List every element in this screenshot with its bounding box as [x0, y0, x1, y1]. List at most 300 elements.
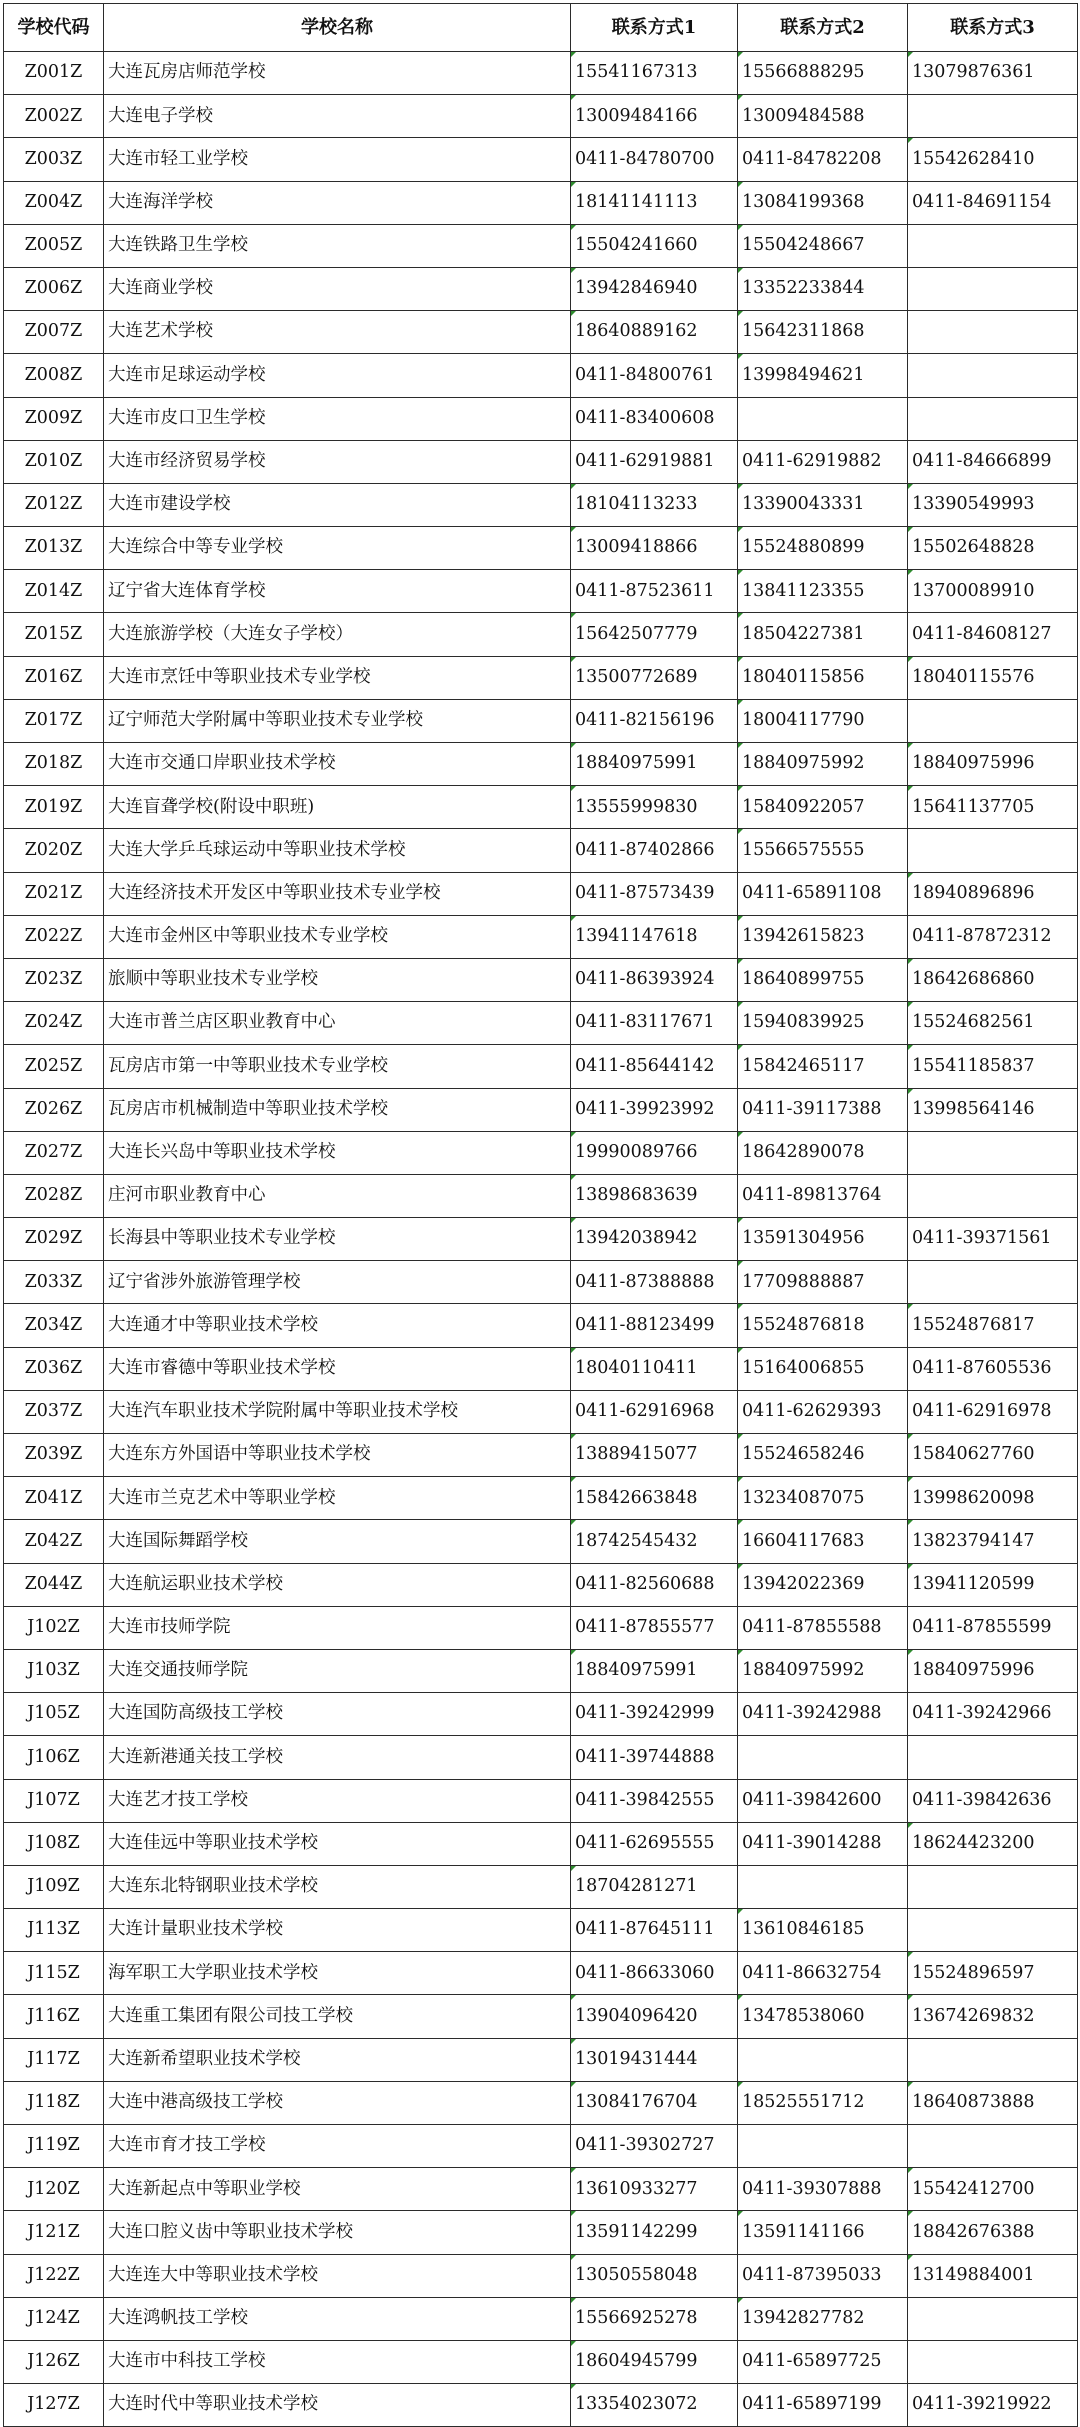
contact-1-cell: 18640889162 — [571, 311, 738, 354]
contact-2-cell: 16604117683 — [738, 1520, 908, 1563]
school-name-cell: 大连中港高级技工学校 — [104, 2081, 571, 2124]
school-name-cell: 海军职工大学职业技术学校 — [104, 1952, 571, 1995]
contact-2-cell: 0411-65897725 — [738, 2340, 908, 2383]
contact-2-cell: 18642890078 — [738, 1131, 908, 1174]
contact-2-cell: 13390043331 — [738, 483, 908, 526]
table-row — [4, 1045, 1078, 1088]
contact-1-cell: 0411-82560688 — [571, 1563, 738, 1606]
school-name-cell: 大连航运职业技术学校 — [104, 1563, 571, 1606]
table-row — [4, 1649, 1078, 1692]
contact-2-cell — [738, 1736, 908, 1779]
school-name-cell: 大连计量职业技术学校 — [104, 1909, 571, 1952]
contact-1-cell: 0411-84800761 — [571, 354, 738, 397]
contact-1-cell: 13889415077 — [571, 1434, 738, 1477]
contact-1-cell: 13898683639 — [571, 1174, 738, 1217]
contact-1-cell: 13050558048 — [571, 2254, 738, 2297]
school-code-cell: J119Z — [4, 2125, 104, 2168]
contact-3-cell — [908, 1261, 1078, 1304]
contact-3-cell — [908, 397, 1078, 440]
table-row — [4, 1434, 1078, 1477]
contact-2-cell: 0411-65891108 — [738, 872, 908, 915]
contact-2-cell: 13610846185 — [738, 1909, 908, 1952]
contact-2-cell: 0411-62919882 — [738, 440, 908, 483]
contact-1-cell: 13942038942 — [571, 1218, 738, 1261]
contact-1-cell: 18040110411 — [571, 1347, 738, 1390]
contact-1-cell: 0411-84780700 — [571, 138, 738, 181]
table-row — [4, 397, 1078, 440]
contact-1-cell: 15566925278 — [571, 2297, 738, 2340]
table-row — [4, 743, 1078, 786]
school-code-cell: Z014Z — [4, 570, 104, 613]
table-row — [4, 1218, 1078, 1261]
header-row — [4, 4, 1078, 52]
table-row — [4, 483, 1078, 526]
contact-3-cell: 0411-87605536 — [908, 1347, 1078, 1390]
contact-1-cell: 0411-86393924 — [571, 958, 738, 1001]
table-row — [4, 2125, 1078, 2168]
table-row — [4, 2211, 1078, 2254]
contact-2-cell — [738, 397, 908, 440]
school-name-cell: 大连综合中等专业学校 — [104, 527, 571, 570]
contact-3-cell: 18642686860 — [908, 958, 1078, 1001]
school-code-cell: J122Z — [4, 2254, 104, 2297]
contact-1-cell: 13942846940 — [571, 267, 738, 310]
contact-2-cell: 13009484588 — [738, 95, 908, 138]
school-name-cell: 大连盲聋学校(附设中职班) — [104, 786, 571, 829]
contact-3-cell — [908, 2297, 1078, 2340]
contact-2-cell: 15524880899 — [738, 527, 908, 570]
contact-2-cell: 15642311868 — [738, 311, 908, 354]
contact-3-cell — [908, 1174, 1078, 1217]
school-code-cell: Z018Z — [4, 743, 104, 786]
school-name-cell: 大连口腔义齿中等职业技术学校 — [104, 2211, 571, 2254]
contact-3-cell: 13998564146 — [908, 1088, 1078, 1131]
school-name-cell: 大连时代中等职业技术学校 — [104, 2384, 571, 2427]
school-name-cell: 大连东北特钢职业技术学校 — [104, 1865, 571, 1908]
contact-2-cell: 13352233844 — [738, 267, 908, 310]
school-name-cell: 大连铁路卫生学校 — [104, 224, 571, 267]
school-code-cell: J116Z — [4, 1995, 104, 2038]
table-row — [4, 527, 1078, 570]
contact-2-cell: 13234087075 — [738, 1477, 908, 1520]
contact-2-cell: 18004117790 — [738, 699, 908, 742]
contact-1-cell: 18840975991 — [571, 743, 738, 786]
contact-1-cell: 0411-62916968 — [571, 1390, 738, 1433]
school-name-cell: 大连新希望职业技术学校 — [104, 2038, 571, 2081]
header-contact-1: 联系方式1 — [571, 4, 738, 52]
school-name-cell: 大连国防高级技工学校 — [104, 1693, 571, 1736]
table-body — [4, 52, 1078, 2427]
table-row — [4, 311, 1078, 354]
school-name-cell: 大连电子学校 — [104, 95, 571, 138]
table-row — [4, 138, 1078, 181]
contact-3-cell: 15524682561 — [908, 1002, 1078, 1045]
table-row — [4, 699, 1078, 742]
table-row — [4, 1909, 1078, 1952]
school-name-cell: 大连海洋学校 — [104, 181, 571, 224]
contact-1-cell: 18704281271 — [571, 1865, 738, 1908]
school-name-cell: 大连佳远中等职业技术学校 — [104, 1822, 571, 1865]
school-code-cell: Z027Z — [4, 1131, 104, 1174]
contact-1-cell: 0411-88123499 — [571, 1304, 738, 1347]
contact-2-cell: 0411-84782208 — [738, 138, 908, 181]
contact-1-cell: 0411-86633060 — [571, 1952, 738, 1995]
contact-2-cell: 13591304956 — [738, 1218, 908, 1261]
header-contact-3: 联系方式3 — [908, 4, 1078, 52]
contact-3-cell: 0411-87855599 — [908, 1606, 1078, 1649]
school-code-cell: Z026Z — [4, 1088, 104, 1131]
table-row — [4, 95, 1078, 138]
contact-3-cell: 15524896597 — [908, 1952, 1078, 1995]
contact-1-cell: 13500772689 — [571, 656, 738, 699]
contact-3-cell — [908, 267, 1078, 310]
contact-1-cell: 15842663848 — [571, 1477, 738, 1520]
table-row — [4, 1131, 1078, 1174]
school-code-cell: Z034Z — [4, 1304, 104, 1347]
contact-2-cell: 18640899755 — [738, 958, 908, 1001]
contact-3-cell — [908, 311, 1078, 354]
contact-3-cell — [908, 2038, 1078, 2081]
contact-3-cell: 15542628410 — [908, 138, 1078, 181]
contact-3-cell: 15541185837 — [908, 1045, 1078, 1088]
contact-1-cell: 0411-87855577 — [571, 1606, 738, 1649]
school-code-cell: Z007Z — [4, 311, 104, 354]
school-code-cell: Z025Z — [4, 1045, 104, 1088]
school-code-cell: Z008Z — [4, 354, 104, 397]
school-name-cell: 大连市交通口岸职业技术学校 — [104, 743, 571, 786]
contact-2-cell: 0411-89813764 — [738, 1174, 908, 1217]
contact-2-cell: 0411-39307888 — [738, 2168, 908, 2211]
contact-3-cell — [908, 1736, 1078, 1779]
table-row — [4, 829, 1078, 872]
contact-1-cell: 0411-39923992 — [571, 1088, 738, 1131]
school-name-cell: 大连重工集团有限公司技工学校 — [104, 1995, 571, 2038]
school-code-cell: J105Z — [4, 1693, 104, 1736]
contact-2-cell: 0411-62629393 — [738, 1390, 908, 1433]
contact-1-cell: 0411-62695555 — [571, 1822, 738, 1865]
contact-2-cell: 0411-39842600 — [738, 1779, 908, 1822]
school-code-cell: Z021Z — [4, 872, 104, 915]
contact-3-cell — [908, 224, 1078, 267]
table-row — [4, 1347, 1078, 1390]
school-code-cell: J102Z — [4, 1606, 104, 1649]
contact-2-cell — [738, 2125, 908, 2168]
table-row — [4, 1995, 1078, 2038]
contact-2-cell: 15566888295 — [738, 52, 908, 95]
school-name-cell: 大连市建设学校 — [104, 483, 571, 526]
contact-2-cell: 13942022369 — [738, 1563, 908, 1606]
table-row — [4, 1606, 1078, 1649]
school-code-cell: J103Z — [4, 1649, 104, 1692]
school-code-cell: J106Z — [4, 1736, 104, 1779]
table-row — [4, 181, 1078, 224]
school-name-cell: 辽宁师范大学附属中等职业技术专业学校 — [104, 699, 571, 742]
contact-1-cell: 13354023072 — [571, 2384, 738, 2427]
school-code-cell: Z010Z — [4, 440, 104, 483]
school-name-cell: 瓦房店市第一中等职业技术专业学校 — [104, 1045, 571, 1088]
school-code-cell: Z012Z — [4, 483, 104, 526]
contact-1-cell: 13009484166 — [571, 95, 738, 138]
contact-1-cell: 0411-62919881 — [571, 440, 738, 483]
contact-1-cell: 15642507779 — [571, 613, 738, 656]
contact-3-cell: 15542412700 — [908, 2168, 1078, 2211]
table-row — [4, 1002, 1078, 1045]
contact-1-cell: 0411-83400608 — [571, 397, 738, 440]
contact-1-cell: 0411-39842555 — [571, 1779, 738, 1822]
contact-3-cell: 13998620098 — [908, 1477, 1078, 1520]
school-code-cell: Z020Z — [4, 829, 104, 872]
school-name-cell: 大连鸿帆技工学校 — [104, 2297, 571, 2340]
contact-1-cell: 15504241660 — [571, 224, 738, 267]
table-row — [4, 2340, 1078, 2383]
contact-3-cell: 0411-62916978 — [908, 1390, 1078, 1433]
school-name-cell: 大连交通技师学院 — [104, 1649, 571, 1692]
contact-1-cell: 0411-83117671 — [571, 1002, 738, 1045]
contact-2-cell: 0411-39117388 — [738, 1088, 908, 1131]
contact-3-cell: 18940896896 — [908, 872, 1078, 915]
contact-2-cell: 13942615823 — [738, 915, 908, 958]
contact-3-cell: 13390549993 — [908, 483, 1078, 526]
contact-1-cell: 19990089766 — [571, 1131, 738, 1174]
contact-1-cell: 13009418866 — [571, 527, 738, 570]
contact-2-cell: 0411-87395033 — [738, 2254, 908, 2297]
school-code-cell: Z028Z — [4, 1174, 104, 1217]
contact-3-cell: 15502648828 — [908, 527, 1078, 570]
contact-1-cell: 13591142299 — [571, 2211, 738, 2254]
table-row — [4, 1779, 1078, 1822]
contact-1-cell: 18742545432 — [571, 1520, 738, 1563]
table-row — [4, 2038, 1078, 2081]
contact-1-cell: 18840975991 — [571, 1649, 738, 1692]
contact-2-cell: 15504248667 — [738, 224, 908, 267]
contact-3-cell — [908, 1909, 1078, 1952]
school-code-cell: J118Z — [4, 2081, 104, 2124]
school-code-cell: J121Z — [4, 2211, 104, 2254]
school-name-cell: 大连旅游学校（大连女子学校） — [104, 613, 571, 656]
table-row — [4, 656, 1078, 699]
table-row — [4, 440, 1078, 483]
table-row — [4, 613, 1078, 656]
table-row — [4, 786, 1078, 829]
table-row — [4, 2081, 1078, 2124]
contact-2-cell: 18040115856 — [738, 656, 908, 699]
contact-3-cell: 18840975996 — [908, 743, 1078, 786]
contact-1-cell: 0411-87523611 — [571, 570, 738, 613]
contact-2-cell — [738, 1865, 908, 1908]
contact-1-cell: 0411-87402866 — [571, 829, 738, 872]
table-row — [4, 1304, 1078, 1347]
table-row — [4, 354, 1078, 397]
school-name-cell: 大连市皮口卫生学校 — [104, 397, 571, 440]
school-code-cell: J107Z — [4, 1779, 104, 1822]
school-name-cell: 大连市金州区中等职业技术专业学校 — [104, 915, 571, 958]
contact-2-cell: 13591141166 — [738, 2211, 908, 2254]
table-row — [4, 2254, 1078, 2297]
school-name-cell: 大连连大中等职业技术学校 — [104, 2254, 571, 2297]
table-row — [4, 2297, 1078, 2340]
contact-3-cell: 15524876817 — [908, 1304, 1078, 1347]
school-code-cell: Z041Z — [4, 1477, 104, 1520]
school-contact-table — [3, 3, 1078, 2427]
header-contact-2: 联系方式2 — [738, 4, 908, 52]
table-row — [4, 872, 1078, 915]
school-code-cell: Z029Z — [4, 1218, 104, 1261]
school-code-cell: Z019Z — [4, 786, 104, 829]
contact-3-cell: 18842676388 — [908, 2211, 1078, 2254]
contact-3-cell: 0411-39219922 — [908, 2384, 1078, 2427]
table-row — [4, 915, 1078, 958]
table-row — [4, 1261, 1078, 1304]
contact-2-cell: 15566575555 — [738, 829, 908, 872]
contact-2-cell: 15524876818 — [738, 1304, 908, 1347]
school-name-cell: 大连国际舞蹈学校 — [104, 1520, 571, 1563]
contact-1-cell: 13904096420 — [571, 1995, 738, 2038]
school-name-cell: 庄河市职业教育中心 — [104, 1174, 571, 1217]
school-name-cell: 大连市睿德中等职业技术学校 — [104, 1347, 571, 1390]
school-code-cell: J108Z — [4, 1822, 104, 1865]
header-school-name: 学校名称 — [104, 4, 571, 52]
contact-1-cell: 0411-39242999 — [571, 1693, 738, 1736]
contact-1-cell: 0411-82156196 — [571, 699, 738, 742]
school-name-cell: 大连市技师学院 — [104, 1606, 571, 1649]
contact-1-cell: 18104113233 — [571, 483, 738, 526]
school-name-cell: 大连市轻工业学校 — [104, 138, 571, 181]
school-name-cell: 大连市中科技工学校 — [104, 2340, 571, 2383]
school-name-cell: 大连市烹饪中等职业技术专业学校 — [104, 656, 571, 699]
school-code-cell: Z005Z — [4, 224, 104, 267]
contact-2-cell: 15940839925 — [738, 1002, 908, 1045]
table-row — [4, 1088, 1078, 1131]
contact-2-cell: 18840975992 — [738, 743, 908, 786]
school-name-cell: 大连市育才技工学校 — [104, 2125, 571, 2168]
contact-1-cell: 0411-85644142 — [571, 1045, 738, 1088]
school-code-cell: J127Z — [4, 2384, 104, 2427]
contact-3-cell: 15641137705 — [908, 786, 1078, 829]
contact-2-cell: 13942827782 — [738, 2297, 908, 2340]
contact-3-cell: 0411-39842636 — [908, 1779, 1078, 1822]
contact-1-cell: 0411-87573439 — [571, 872, 738, 915]
contact-3-cell — [908, 1131, 1078, 1174]
contact-3-cell — [908, 829, 1078, 872]
contact-2-cell: 0411-65897199 — [738, 2384, 908, 2427]
school-name-cell: 大连东方外国语中等职业技术学校 — [104, 1434, 571, 1477]
school-name-cell: 大连市足球运动学校 — [104, 354, 571, 397]
school-name-cell: 大连市兰克艺术中等职业学校 — [104, 1477, 571, 1520]
table-row — [4, 1563, 1078, 1606]
school-code-cell: Z022Z — [4, 915, 104, 958]
school-code-cell: Z016Z — [4, 656, 104, 699]
table-row — [4, 52, 1078, 95]
contact-3-cell: 13823794147 — [908, 1520, 1078, 1563]
contact-3-cell — [908, 354, 1078, 397]
contact-3-cell — [908, 2340, 1078, 2383]
school-name-cell: 长海县中等职业技术专业学校 — [104, 1218, 571, 1261]
contact-2-cell: 13841123355 — [738, 570, 908, 613]
contact-3-cell: 0411-87872312 — [908, 915, 1078, 958]
school-code-cell: J117Z — [4, 2038, 104, 2081]
contact-3-cell — [908, 1865, 1078, 1908]
contact-2-cell: 17709888887 — [738, 1261, 908, 1304]
school-code-cell: Z044Z — [4, 1563, 104, 1606]
table-row — [4, 1477, 1078, 1520]
school-name-cell: 大连新港通关技工学校 — [104, 1736, 571, 1779]
contact-2-cell: 18504227381 — [738, 613, 908, 656]
contact-1-cell: 18141141113 — [571, 181, 738, 224]
contact-2-cell: 15164006855 — [738, 1347, 908, 1390]
contact-2-cell: 18525551712 — [738, 2081, 908, 2124]
contact-1-cell: 13555999830 — [571, 786, 738, 829]
contact-3-cell: 13700089910 — [908, 570, 1078, 613]
school-code-cell: Z033Z — [4, 1261, 104, 1304]
school-name-cell: 大连长兴岛中等职业技术学校 — [104, 1131, 571, 1174]
school-name-cell: 辽宁省大连体育学校 — [104, 570, 571, 613]
school-name-cell: 大连市普兰店区职业教育中心 — [104, 1002, 571, 1045]
school-code-cell: Z042Z — [4, 1520, 104, 1563]
contact-2-cell: 13998494621 — [738, 354, 908, 397]
contact-3-cell: 13941120599 — [908, 1563, 1078, 1606]
table-row — [4, 958, 1078, 1001]
contact-3-cell: 18640873888 — [908, 2081, 1078, 2124]
school-name-cell: 大连大学乒乓球运动中等职业技术学校 — [104, 829, 571, 872]
school-name-cell: 大连商业学校 — [104, 267, 571, 310]
contact-3-cell: 0411-84666899 — [908, 440, 1078, 483]
contact-1-cell: 13019431444 — [571, 2038, 738, 2081]
table-row — [4, 1865, 1078, 1908]
school-code-cell: Z003Z — [4, 138, 104, 181]
table-row — [4, 267, 1078, 310]
contact-3-cell: 15840627760 — [908, 1434, 1078, 1477]
school-code-cell: Z009Z — [4, 397, 104, 440]
table-row — [4, 1520, 1078, 1563]
school-name-cell: 大连汽车职业技术学院附属中等职业技术学校 — [104, 1390, 571, 1433]
contact-3-cell — [908, 95, 1078, 138]
contact-3-cell: 0411-39242966 — [908, 1693, 1078, 1736]
school-code-cell: J109Z — [4, 1865, 104, 1908]
contact-2-cell: 15524658246 — [738, 1434, 908, 1477]
school-name-cell: 大连通才中等职业技术学校 — [104, 1304, 571, 1347]
contact-2-cell: 0411-39242988 — [738, 1693, 908, 1736]
contact-3-cell: 0411-84608127 — [908, 613, 1078, 656]
contact-1-cell: 0411-87645111 — [571, 1909, 738, 1952]
school-code-cell: J124Z — [4, 2297, 104, 2340]
school-code-cell: Z017Z — [4, 699, 104, 742]
contact-3-cell: 18624423200 — [908, 1822, 1078, 1865]
contact-3-cell — [908, 2125, 1078, 2168]
school-code-cell: J113Z — [4, 1909, 104, 1952]
table-row — [4, 1736, 1078, 1779]
contact-1-cell: 0411-39302727 — [571, 2125, 738, 2168]
contact-3-cell: 13149884001 — [908, 2254, 1078, 2297]
contact-3-cell: 0411-84691154 — [908, 181, 1078, 224]
contact-2-cell — [738, 2038, 908, 2081]
school-code-cell: Z023Z — [4, 958, 104, 1001]
school-code-cell: Z015Z — [4, 613, 104, 656]
contact-2-cell: 13478538060 — [738, 1995, 908, 2038]
school-contact-sheet — [3, 3, 1077, 2427]
school-name-cell: 瓦房店市机械制造中等职业技术学校 — [104, 1088, 571, 1131]
table-row — [4, 1693, 1078, 1736]
school-code-cell: Z004Z — [4, 181, 104, 224]
contact-2-cell: 0411-86632754 — [738, 1952, 908, 1995]
school-code-cell: Z002Z — [4, 95, 104, 138]
table-row — [4, 1822, 1078, 1865]
school-name-cell: 辽宁省涉外旅游管理学校 — [104, 1261, 571, 1304]
contact-3-cell: 13674269832 — [908, 1995, 1078, 2038]
contact-1-cell: 15541167313 — [571, 52, 738, 95]
school-name-cell: 大连瓦房店师范学校 — [104, 52, 571, 95]
school-name-cell: 大连新起点中等职业学校 — [104, 2168, 571, 2211]
contact-1-cell: 18604945799 — [571, 2340, 738, 2383]
